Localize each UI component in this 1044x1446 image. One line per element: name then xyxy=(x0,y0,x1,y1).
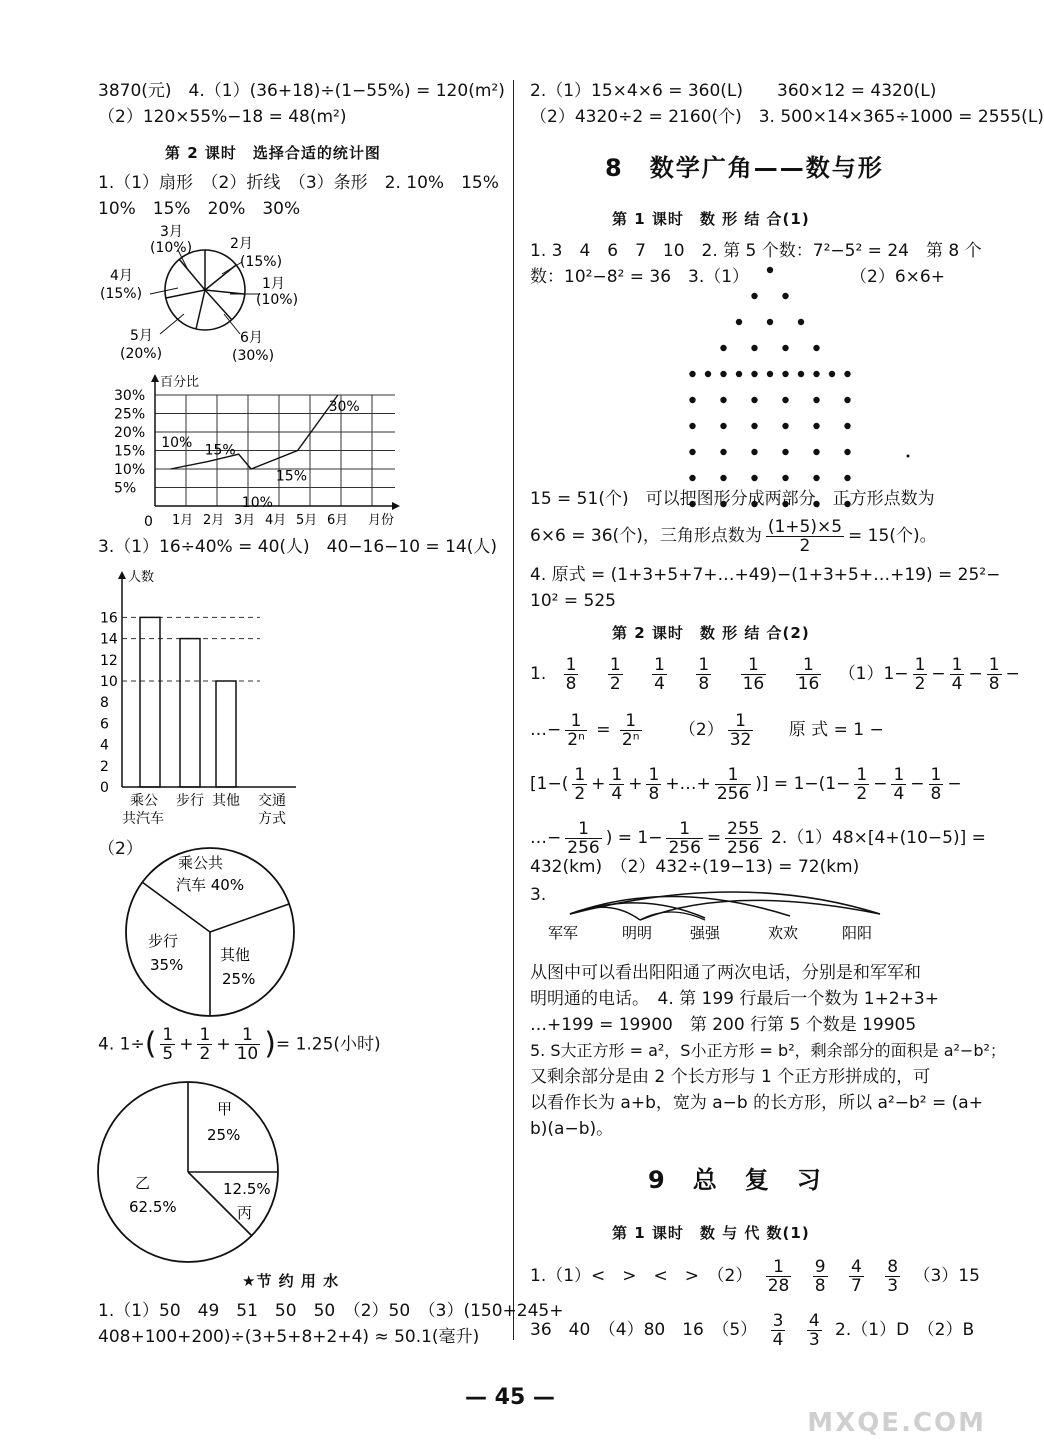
point-label: 10% xyxy=(161,435,193,451)
dot xyxy=(720,475,726,481)
pie-label: 乙 xyxy=(135,1174,151,1192)
answer-line: 15 = 51(个) 可以把图形分成两部分，正方形点数为 xyxy=(530,489,935,509)
pie-label: 2月 xyxy=(230,236,253,252)
pie-label: 1月 xyxy=(262,276,285,292)
point-label: 10% xyxy=(241,495,273,511)
axis-label: 方式 xyxy=(258,811,286,827)
dot xyxy=(751,449,757,455)
answer-line: （2）6×6+ xyxy=(850,267,945,287)
answer-line: （2）120×55%−18 = 48(m²) xyxy=(98,107,347,127)
column-divider xyxy=(513,80,514,1340)
x-tick-label: 3月 xyxy=(234,513,256,528)
answer-line: （2）4320÷2 = 2160(个) 3. 500×14×365÷1000 = 2555(L) xyxy=(530,107,1044,127)
y-tick-label: 14 xyxy=(100,631,118,648)
y-tick-label: 2 xyxy=(100,758,109,775)
pie-label: 丙 xyxy=(237,1204,253,1222)
pie-label: 35% xyxy=(150,956,184,974)
fraction: $\frac{4}{3}$ xyxy=(808,1310,820,1350)
fraction: $\frac{1}{4}$ xyxy=(654,654,665,694)
x-tick-label: 5月 xyxy=(296,513,318,528)
fraction: $\frac{1}{2}$ xyxy=(199,1025,211,1064)
fraction: $\frac{255}{256}$ xyxy=(727,818,760,858)
answer-line: 数：10²−8² = 36 3.（1） xyxy=(530,267,750,287)
dot xyxy=(689,371,695,377)
fraction: $\frac{1}{\text{2ⁿ}}$ xyxy=(567,710,585,750)
pie-label: 其他 xyxy=(220,946,251,964)
answer-line: 1.（1）扇形 （2）折线 （3）条形 2. 10% 15% xyxy=(98,173,499,193)
pie-label: (30%) xyxy=(232,348,275,364)
dot xyxy=(689,449,695,455)
bar xyxy=(180,639,200,787)
fraction: $\frac{1}{2}$ xyxy=(914,654,926,694)
bar xyxy=(216,681,236,787)
chapter-title: 8 数学广角——数与形 xyxy=(605,154,884,182)
y-tick-label: 10% xyxy=(114,462,146,478)
section-heading: 第 1 课时 数 与 代 数(1) xyxy=(612,1224,810,1242)
answer-line: 432(km) （2）432÷(19−13) = 72(km) xyxy=(530,857,860,877)
fraction: $\frac{1}{8}$ xyxy=(930,764,942,804)
dot xyxy=(720,345,726,351)
y-tick-label: 12 xyxy=(100,652,118,669)
dot xyxy=(813,475,819,481)
dot xyxy=(736,371,742,377)
fraction: $\frac{1}{8}$ xyxy=(698,654,710,694)
answer-line: 1.（1）50 49 51 50 50 （2）50 （3）(150+245+ xyxy=(98,1301,564,1321)
answer-line: 408+100+200)÷(3+5+8+2+4) ≈ 50.1(毫升) xyxy=(98,1327,480,1347)
text: …− xyxy=(530,828,562,848)
dot xyxy=(782,449,788,455)
pie-label: (10%) xyxy=(150,240,193,256)
answer-line xyxy=(530,516,937,556)
dot xyxy=(844,397,850,403)
axis-label: 人数 xyxy=(128,570,155,585)
answer-line: 10² = 525 xyxy=(530,591,616,611)
person-name: 欢欢 xyxy=(768,924,799,942)
pie-label: 4月 xyxy=(110,268,133,284)
text: …− xyxy=(530,720,562,740)
dot xyxy=(813,371,819,377)
fraction: $\frac{1}{4}$ xyxy=(893,764,905,804)
pie-label: 乘公共 xyxy=(178,854,224,872)
dot xyxy=(798,371,804,377)
dot xyxy=(767,371,773,377)
person-name: 军军 xyxy=(548,924,579,942)
dot xyxy=(782,397,788,403)
dot xyxy=(751,423,757,429)
text: (1− xyxy=(818,774,851,794)
fraction: $\frac{1}{8}$ xyxy=(565,654,577,694)
fraction: $\frac{1}{28}$ xyxy=(767,1256,790,1296)
bracket: ( xyxy=(144,1026,157,1062)
category-label: 乘公 xyxy=(130,793,158,809)
dot xyxy=(782,475,788,481)
answer-line: 1. $\frac{1}{8}$ $\frac{1}{2}$ $\frac{1}{4}$ $\frac{1}{8}$ $\frac{1}{16}$ $\frac{1}{16}$ （1）1− $\frac{1}{2}$ − $\frac{1}{4}$ − $\frac{1}{8}$ − xyxy=(530,654,1020,694)
answer-line: 10% 15% 20% 30% xyxy=(98,199,301,219)
pie-label: 12.5% xyxy=(223,1180,271,1198)
fraction: $\frac{1}{16}$ xyxy=(797,654,820,694)
pie-label: 5月 xyxy=(130,328,153,344)
section-heading: 第 1 课时 数 形 结 合(1) xyxy=(612,210,810,228)
pie-label: (20%) xyxy=(120,346,163,362)
dot xyxy=(844,475,850,481)
text: = 15(个)。 xyxy=(848,526,937,546)
watermark: MXQE.COM xyxy=(807,1408,986,1438)
dot xyxy=(798,319,804,325)
y-tick-label: 20% xyxy=(114,425,146,441)
pie-label: 25% xyxy=(222,970,256,988)
text: ) = 1− xyxy=(605,828,663,848)
pie-label: (15%) xyxy=(100,286,143,302)
section-heading: 第 2 课时 选择合适的统计图 xyxy=(165,144,381,162)
fraction: $\frac{1}{256}$ xyxy=(716,764,750,804)
dot xyxy=(720,371,726,377)
answer-line: …− $\frac{1}{256}$ ) = 1− $\frac{1}{256}$ = $\frac{255}{256}$ 2.（1）48×[4+(10−5)] = xyxy=(530,818,986,858)
dot xyxy=(689,475,695,481)
dot xyxy=(751,397,757,403)
text: [1−( xyxy=(530,774,569,794)
point-label: 15% xyxy=(275,468,308,485)
dot xyxy=(689,423,695,429)
axis-label: 交通 xyxy=(258,793,286,809)
pie-label: 步行 xyxy=(148,932,179,950)
category-label: 其他 xyxy=(212,793,240,809)
fraction: $\frac{1}{8}$ xyxy=(988,654,1000,694)
answer-line: 4. 1÷( $\frac{1}{5}$ + $\frac{1}{2}$ + $\frac{1}{10}$ )= 1.25(小时) xyxy=(98,1025,381,1064)
answer-line: …+199 = 19900 第 200 行第 5 个数是 19905 xyxy=(530,1015,917,1035)
answer-line: 2.（1）15×4×6 = 360(L) 360×12 = 4320(L) xyxy=(530,81,937,101)
answer-line: 从图中可以看出阳阳通了两次电话，分别是和军军和 xyxy=(530,963,921,983)
pie-label: 汽车 40% xyxy=(176,876,245,894)
dot xyxy=(813,345,819,351)
bar xyxy=(140,617,160,787)
text: 6×6 = 36(个)，三角形点数为 xyxy=(530,526,762,546)
dot-pattern-figure xyxy=(690,262,860,490)
pie-label: (10%) xyxy=(256,292,299,308)
fraction: $\frac{1}{2}$ xyxy=(609,654,621,694)
text: （3）15 xyxy=(913,1266,980,1286)
y-tick-label: 6 xyxy=(100,716,109,733)
text: 2.（1）48×[4+(10−5)] = xyxy=(771,828,986,848)
section-heading: ★节 约 用 水 xyxy=(242,1272,340,1290)
dot xyxy=(689,397,695,403)
pie-chart-months xyxy=(100,222,320,372)
answer-line: 4. 原式 = (1+3+5+7+…+49)−(1+3+5+…+19) = 25²− xyxy=(530,565,1001,585)
person-name: 阳阳 xyxy=(842,924,873,942)
dot xyxy=(844,449,850,455)
fraction: $\frac{1}{16}$ xyxy=(742,654,765,694)
text: +…+ xyxy=(665,774,711,794)
point-label: 15% xyxy=(204,442,236,459)
pie-label: 6月 xyxy=(240,330,263,346)
text: 2.（1）D （2）B xyxy=(835,1320,975,1340)
pie-chart-transport xyxy=(120,842,300,1022)
text: （2） xyxy=(678,720,724,740)
answer-line xyxy=(530,1256,980,1296)
bar-chart-people xyxy=(100,565,310,825)
answer-line: …− $\frac{1}{\text{2ⁿ}}$ = $\frac{1}{\text{2ⁿ}}$ （2） $\frac{1}{32}$ 原 式 = 1 − xyxy=(530,710,884,750)
axis-label: 月份 xyxy=(368,513,395,528)
point-label: 30% xyxy=(328,399,360,415)
y-tick-label: 5% xyxy=(114,480,137,497)
y-tick-label: 10 xyxy=(100,674,118,690)
dot xyxy=(751,371,757,377)
fraction: $\frac{1}{10}$ xyxy=(236,1025,259,1064)
axis-label: 百分比 xyxy=(160,375,200,390)
y-tick-label: 8 xyxy=(100,695,109,712)
y-tick-label: 0 xyxy=(144,514,153,530)
bracket: ) xyxy=(264,1026,276,1062)
pie-label: 25% xyxy=(207,1126,241,1144)
pie-label: 甲 xyxy=(217,1100,233,1118)
fraction: $\frac{1}{4}$ xyxy=(951,654,963,694)
y-tick-label: 25% xyxy=(114,406,146,423)
dot xyxy=(767,319,773,325)
dot xyxy=(782,423,788,429)
answer-line: 1. 3 4 6 7 10 2. 第 5 个数：7²−5² = 24 第 8 个 xyxy=(530,241,982,261)
x-tick-label: 2月 xyxy=(203,513,225,528)
answer-line: 5. S大正方形 = a²，S小正方形 = b²，剩余部分的面积是 a²−b²； xyxy=(530,1041,1006,1060)
fraction: $\frac{1}{256}$ xyxy=(567,818,600,858)
fraction: $\frac{9}{8}$ xyxy=(814,1256,826,1296)
fraction: $\frac{1}{256}$ xyxy=(668,818,701,858)
person-name: 明明 xyxy=(622,924,653,942)
fraction: $\frac{1}{8}$ xyxy=(648,764,660,804)
category-label: 步行 xyxy=(176,793,204,809)
answer-line: 3870(元) 4.（1）(36+18)÷(1−55%) = 120(m²) xyxy=(98,81,505,101)
y-tick-label: 15% xyxy=(114,443,146,460)
text: 1.（1）< > < > （2） xyxy=(530,1266,753,1286)
dot xyxy=(782,345,788,351)
text: 4. 1÷ xyxy=(98,1034,145,1055)
fraction: $\frac{1}{2}$ xyxy=(856,764,868,804)
answer-line: 明明通的电话。 4. 第 199 行最后一个数为 1+2+3+ xyxy=(530,989,939,1009)
answer-line: 3.（1）16÷40% = 40(人) 40−16−10 = 14(人) xyxy=(98,537,497,557)
dot xyxy=(751,293,757,299)
pie-chart-jiayibing xyxy=(95,1078,285,1268)
dot xyxy=(751,345,757,351)
text: 36 40 （4）80 16 （5） xyxy=(530,1320,758,1340)
line-chart-percent xyxy=(100,372,420,532)
answer-line: [1−( $\frac{1}{2}$ + $\frac{1}{4}$ + $\frac{1}{8}$ +…+ $\frac{1}{256}$ )] = 1−(1− $\frac{1}{2}$ − $\frac{1}{4}$ − $\frac{1}{8}$ − xyxy=(530,764,962,804)
pie-label: 62.5% xyxy=(129,1198,177,1216)
dot xyxy=(907,455,910,458)
phone-call-diagram xyxy=(530,880,930,950)
dot xyxy=(720,423,726,429)
fraction: $\frac{4}{7}$ xyxy=(851,1256,862,1296)
pie-label: 3月 xyxy=(160,224,183,240)
answer-line: 又剩余部分是由 2 个长方形与 1 个正方形拼成的，可 xyxy=(530,1067,931,1087)
answer-line: （2） xyxy=(98,839,143,859)
dot xyxy=(767,267,773,273)
dot xyxy=(813,423,819,429)
text: 1. xyxy=(530,664,547,684)
fraction: $\frac{1}{\text{2ⁿ}}$ xyxy=(621,710,640,750)
y-tick-label: 0 xyxy=(100,780,109,796)
x-tick-label: 6月 xyxy=(327,513,349,528)
section-heading: 第 2 课时 数 形 结 合(2) xyxy=(612,624,810,642)
fraction: $\frac{1}{2}$ xyxy=(574,764,586,804)
pie-label: (15%) xyxy=(240,254,283,270)
dot xyxy=(705,371,711,377)
fraction: $\frac{8}{3}$ xyxy=(887,1256,899,1296)
chapter-title: 9 总 复 习 xyxy=(648,1166,823,1194)
fraction: $\frac{1}{32}$ xyxy=(729,710,752,750)
x-tick-label: 1月 xyxy=(172,513,194,528)
dot xyxy=(720,397,726,403)
answer-line: 以看作长为 a+b，宽为 a−b 的长方形，所以 a²−b² = (a+ xyxy=(530,1093,983,1113)
dot xyxy=(844,423,850,429)
y-tick-label: 30% xyxy=(114,388,146,404)
dot xyxy=(751,475,757,481)
answer-line: b)(a−b)。 xyxy=(530,1119,614,1139)
text: 原 式 = 1 − xyxy=(788,720,884,740)
person-name: 强强 xyxy=(690,924,721,942)
text: )] = 1− xyxy=(755,774,819,794)
dot xyxy=(829,371,835,377)
dot xyxy=(813,449,819,455)
dot xyxy=(782,371,788,377)
dot xyxy=(782,293,788,299)
dot xyxy=(720,449,726,455)
category-label: 共汽车 xyxy=(122,811,164,827)
text: （1）1− xyxy=(838,664,909,684)
answer-line xyxy=(530,1310,974,1350)
y-tick-label: 16 xyxy=(100,610,118,627)
fraction: $\frac{1}{5}$ xyxy=(162,1025,174,1064)
x-tick-label: 4月 xyxy=(265,513,287,528)
fraction: $\frac{3}{4}$ xyxy=(772,1310,784,1350)
y-tick-label: 4 xyxy=(100,737,109,754)
dot xyxy=(844,371,850,377)
fraction: $\frac{1}{4}$ xyxy=(611,764,623,804)
answer-line: 3. xyxy=(530,885,547,905)
page-number: — 45 — xyxy=(465,1385,555,1410)
dot xyxy=(736,319,742,325)
text: = 1.25(小时) xyxy=(275,1034,381,1055)
fraction: $\frac{(1+5)\times 5}{2}$ xyxy=(767,516,843,556)
dot xyxy=(813,397,819,403)
